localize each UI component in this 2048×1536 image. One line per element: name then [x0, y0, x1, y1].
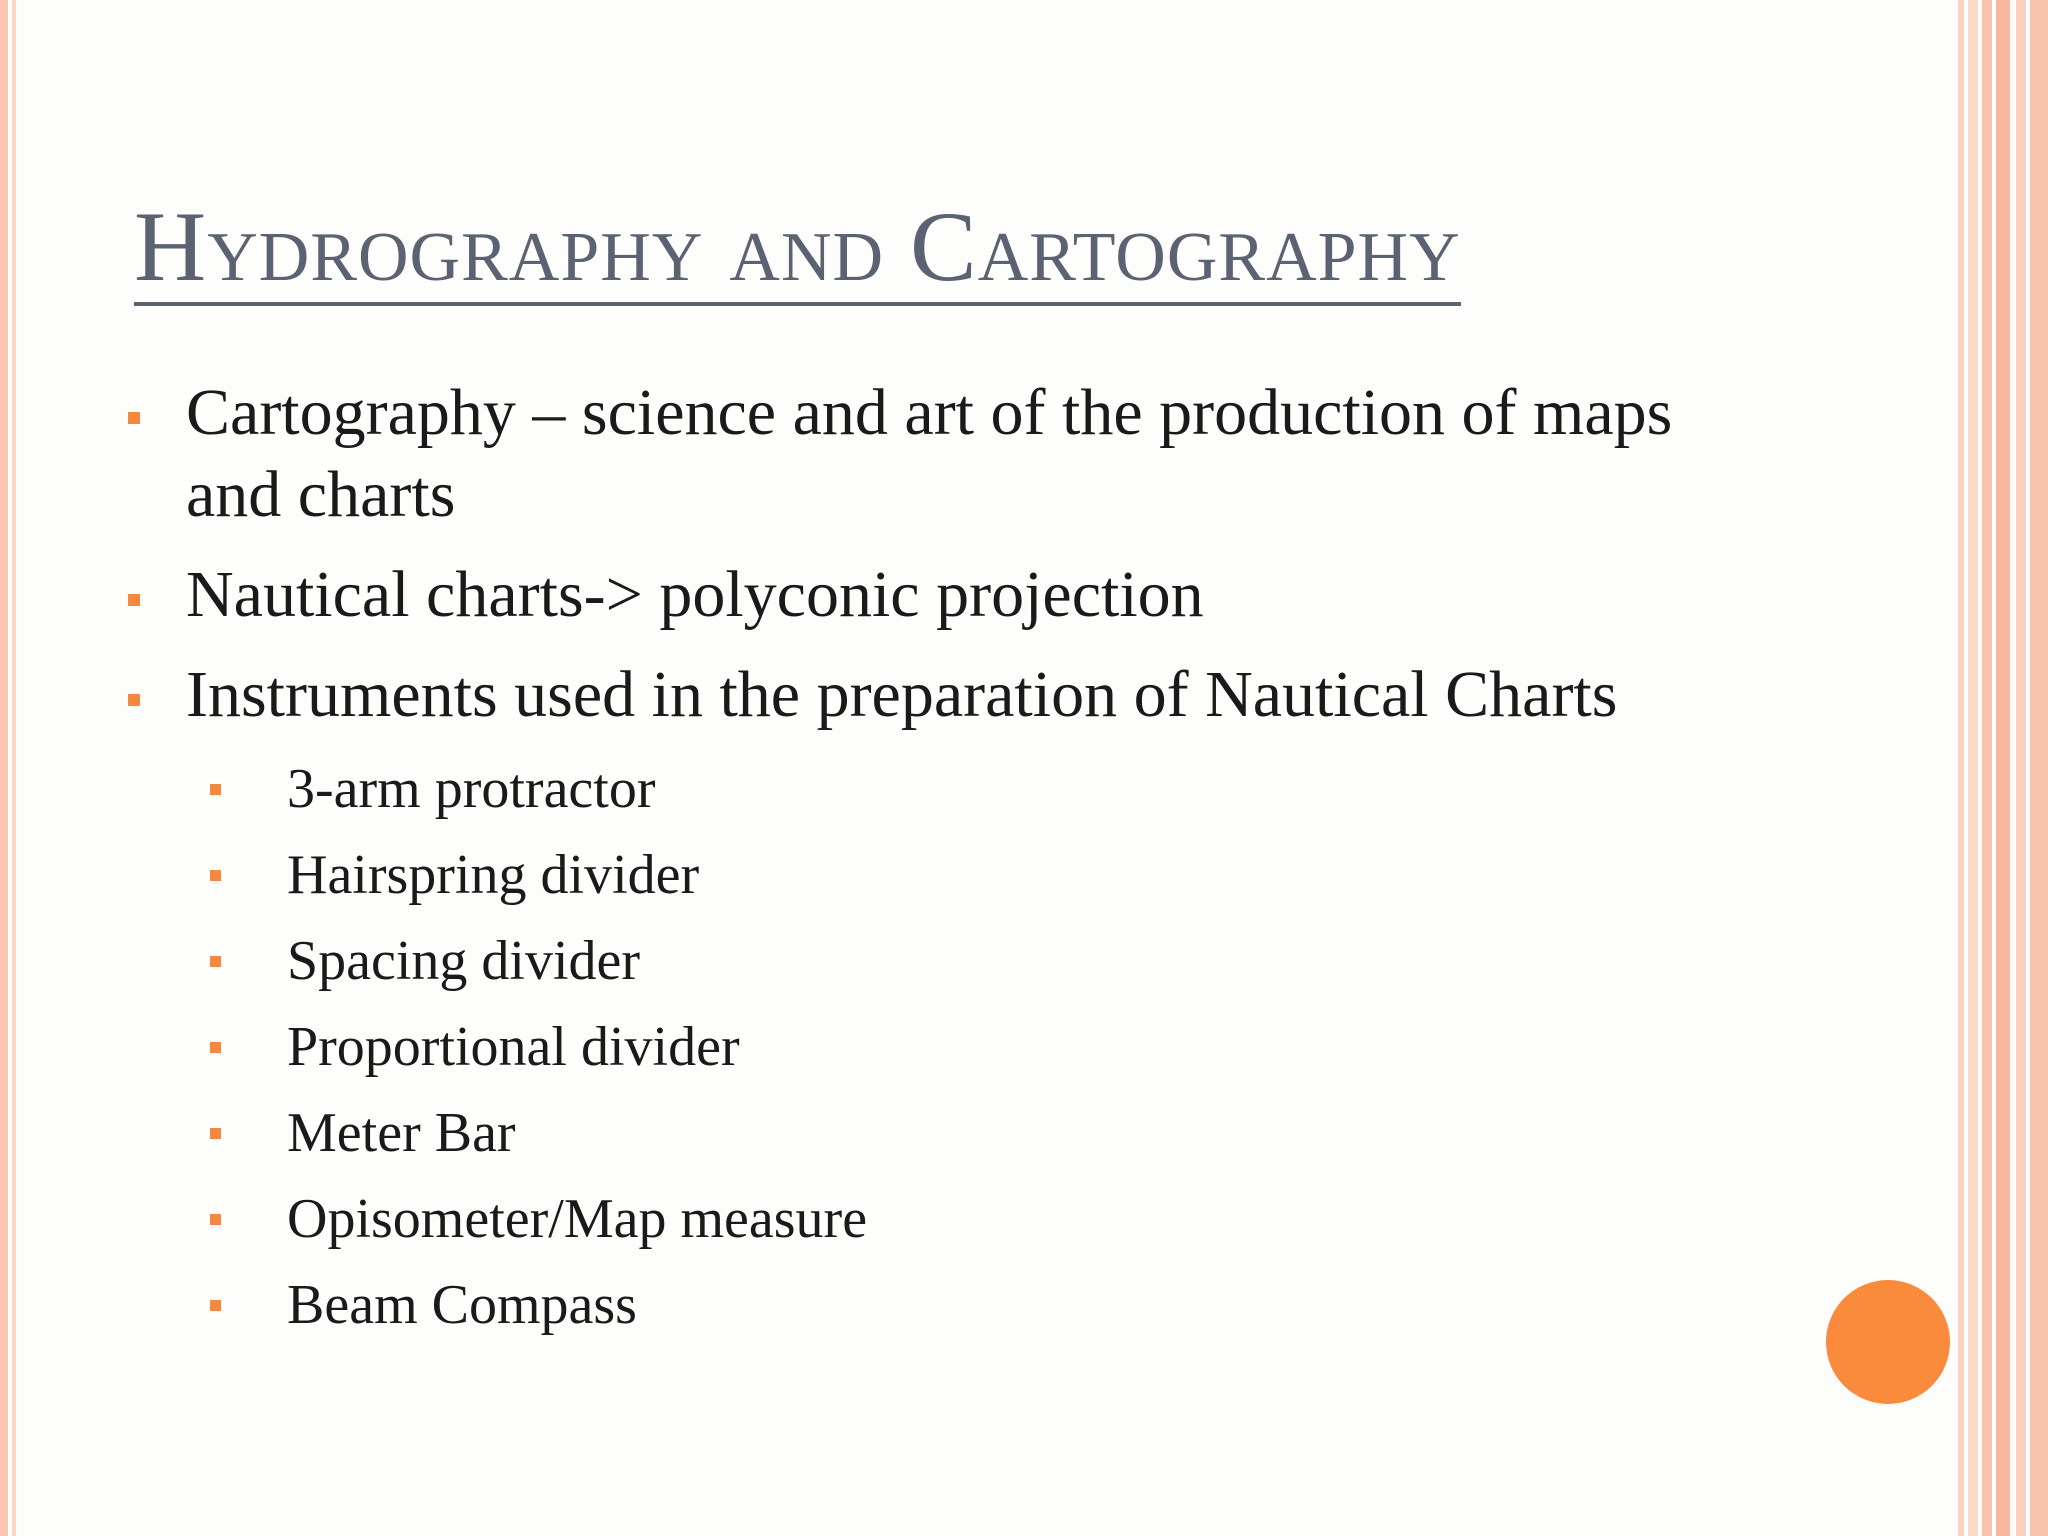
- slide-title: Hydrography and Cartography: [134, 192, 1461, 306]
- sub-bullet-text: Proportional divider: [287, 1016, 740, 1078]
- square-bullet-icon: [210, 1214, 221, 1225]
- right-border-stripe: [1996, 0, 2010, 1536]
- sub-bullet-item: [124, 1262, 1744, 1348]
- sub-bullet-item: [124, 918, 1744, 1004]
- square-bullet-icon: [210, 956, 221, 967]
- sub-bullet-item: [124, 1004, 1744, 1090]
- sub-bullet-text: Hairspring divider: [287, 844, 700, 906]
- sub-bullet-text: 3-arm protractor: [287, 758, 656, 820]
- bullet-item: [124, 372, 1744, 536]
- orange-circle-decoration: [1826, 1280, 1950, 1404]
- square-bullet-icon: [210, 870, 221, 881]
- bullet-text: Cartography – science and art of the production of maps and charts: [186, 376, 1673, 531]
- left-border-stripe-inner: [12, 0, 16, 1536]
- square-bullet-icon: [210, 1128, 221, 1139]
- sub-bullet-item: [124, 1176, 1744, 1262]
- sub-bullet-item: [124, 1090, 1744, 1176]
- bullet-item: [124, 654, 1744, 1348]
- bullet-list: [124, 372, 1744, 1366]
- sub-bullet-text: Spacing divider: [287, 930, 641, 992]
- square-bullet-icon: [210, 784, 221, 795]
- right-border-stripe: [1968, 0, 1978, 1536]
- left-border-stripe: [0, 0, 8, 1536]
- bullet-item: [124, 554, 1744, 636]
- sub-bullet-list: [186, 746, 1744, 1348]
- bullet-text: Instruments used in the preparation of Nautical Charts: [186, 658, 1618, 731]
- square-bullet-icon: [210, 1300, 221, 1311]
- sub-bullet-text: Opisometer/Map measure: [287, 1188, 868, 1250]
- right-border-stripe: [1982, 0, 1992, 1536]
- right-border-stripe: [1958, 0, 1964, 1536]
- bullet-text: Nautical charts-> polyconic projection: [186, 558, 1204, 631]
- sub-bullet-text: Meter Bar: [287, 1102, 516, 1164]
- sub-bullet-item: [124, 746, 1744, 832]
- right-border-stripe: [2016, 0, 2026, 1536]
- square-bullet-icon: [128, 594, 140, 606]
- sub-bullet-item: [124, 832, 1744, 918]
- square-bullet-icon: [210, 1042, 221, 1053]
- square-bullet-icon: [128, 412, 140, 424]
- sub-bullet-text: Beam Compass: [287, 1274, 637, 1336]
- square-bullet-icon: [128, 694, 140, 706]
- right-border-stripe: [2030, 0, 2048, 1536]
